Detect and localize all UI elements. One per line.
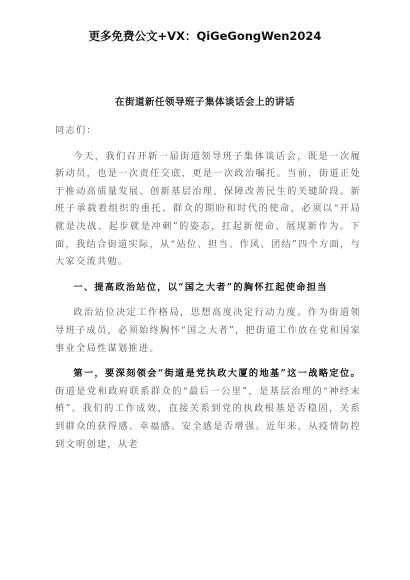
first-point-lead: 第一，要深刻领会“街道是党执政大厦的地基”这一战略定位。	[73, 368, 361, 380]
document-title: 在街道新任领导班子集体谈话会上的讲话	[114, 97, 295, 108]
paragraph-political-stance: 政治站位决定工作格局，思想高度决定行动力度。作为街道领导班子成员，必须始终胸怀“国之大者”，把街道工作放在党和国家事业全局性谋划推进。	[55, 307, 361, 354]
first-point-text: 街道是党和政府联系群众的“最后一公里”，是基层治理的“神经末梢”。我们的工作成效，直接关系到党的执政根基是否稳固，关系到群众的获得感、幸福感、安全感是否增强。近年来，从疫情防控到文明创建，从老	[55, 385, 361, 450]
paragraph-intro: 今天，我们召开新一届街道领导班子集体谈话会，既是一次履新动员，也是一次责任交底，更是一次政治嘱托。当前，街道正处于推动高质量发展、创新基层治理、保障改善民生的关键阶段。新班子承载着组织的重托、群众的期盼和时代的使命，必须以“开局就是决战、起步就是冲刺”的姿态，扛起新使命、展现新作为。下面，我结合街道实际，从“站位、担当、作风、团结”四个方面，与大家交流共勉。	[55, 150, 361, 268]
section-heading-1: 一、提高政治站位，以“国之大者”的胸怀扛起使命担当	[73, 281, 328, 293]
paragraph-first-point	[55, 365, 361, 453]
document-body	[55, 122, 361, 453]
watermark-header: 更多免费公文+VX：QiGeGongWen2024	[88, 29, 322, 43]
salutation: 同志们：	[55, 125, 97, 136]
